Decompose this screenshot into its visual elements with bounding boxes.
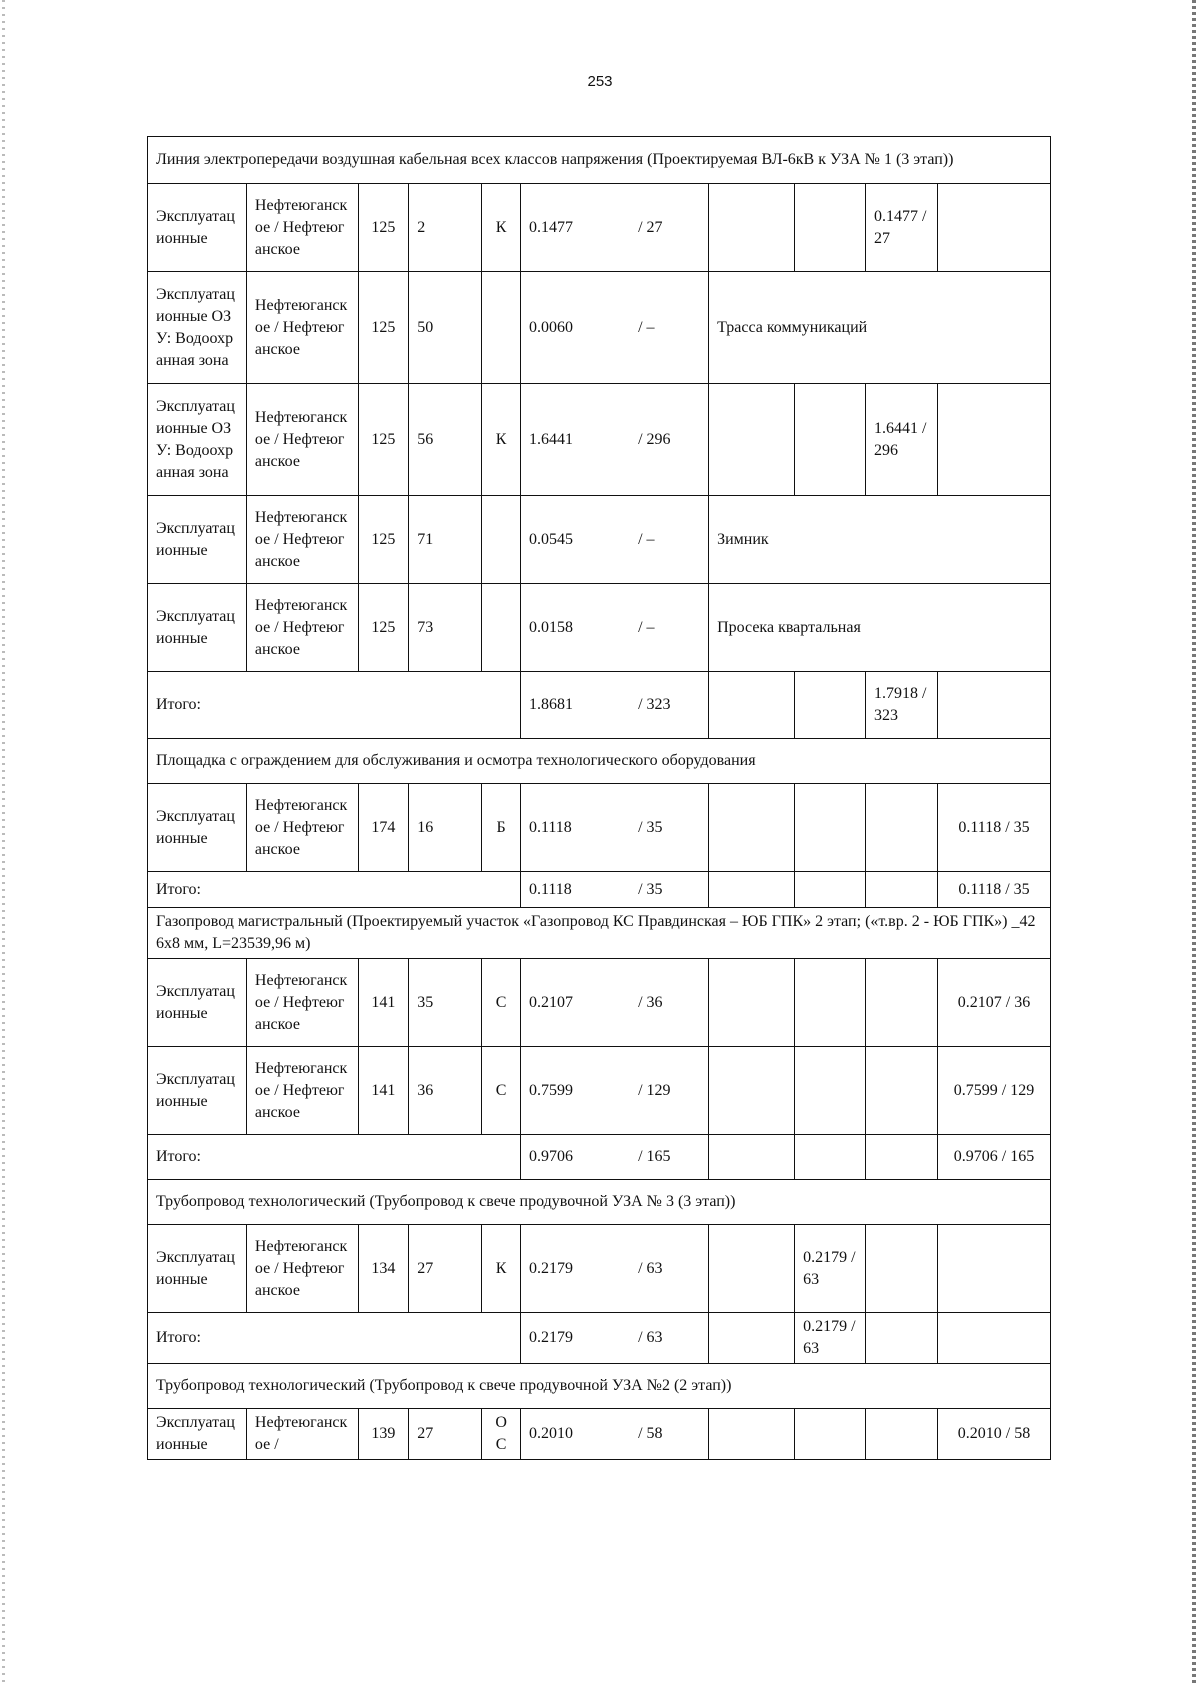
distribution-cell-1 <box>709 1225 795 1313</box>
total-row <box>148 1135 1051 1180</box>
distribution-cell-1 <box>709 384 795 496</box>
note-cell: Трасса коммуникаций <box>709 272 1051 384</box>
distribution-cell-4: 0.7599 / 129 <box>938 1047 1051 1135</box>
forest-type-cell: Эксплуатационные <box>148 1047 247 1135</box>
total-distribution-cell-4: 0.1118 / 35 <box>938 872 1051 908</box>
kvartal-cell: 174 <box>358 784 409 872</box>
total-distribution-cell-2 <box>795 872 866 908</box>
forest-type-cell: Эксплуатационные <box>148 959 247 1047</box>
distribution-cell-3 <box>866 959 938 1047</box>
kvartal-cell: 139 <box>358 1409 409 1460</box>
slash-separator: / <box>638 218 647 236</box>
section-title: Трубопровод технологический (Трубопровод к свече продувочной УЗА №2 (2 этап)) <box>148 1364 1051 1409</box>
district-cell: Нефтеюганское / Нефтеюганское <box>246 1047 358 1135</box>
kvartal-cell: 125 <box>358 496 409 584</box>
total-distribution-cell-1 <box>709 1313 795 1364</box>
area-value: 0.0060 <box>528 318 573 336</box>
vydel-cell: 36 <box>409 1047 482 1135</box>
slash-separator: / <box>638 530 647 548</box>
table-row <box>148 959 1051 1047</box>
forest-plots-table <box>147 136 1051 1460</box>
forest-type-cell: Эксплуатационные <box>148 584 247 672</box>
vydel-cell: 35 <box>409 959 482 1047</box>
note-cell: Просека квартальная <box>709 584 1051 672</box>
slash-separator: / <box>638 1425 647 1442</box>
category-cell <box>482 272 521 384</box>
section-header-row <box>148 908 1051 959</box>
distribution-cell-4: 0.1118 / 35 <box>938 784 1051 872</box>
category-cell: К <box>482 184 521 272</box>
total-distribution-cell-4 <box>938 672 1051 739</box>
area-volume-cell <box>520 584 708 672</box>
vydel-cell: 2 <box>409 184 482 272</box>
area-value: 0.2010 <box>528 1425 573 1442</box>
category-cell: С <box>482 1047 521 1135</box>
distribution-cell-4 <box>938 1225 1051 1313</box>
area-value: 0.2179 <box>528 1329 573 1346</box>
volume-value: 35 <box>646 818 663 836</box>
table-row <box>148 584 1051 672</box>
district-cell: Нефтеюганское / Нефтеюганское <box>246 584 358 672</box>
area-value: 0.2179 <box>528 1259 573 1277</box>
volume-value: 165 <box>646 1148 671 1165</box>
category-cell: ОС <box>482 1409 521 1460</box>
forest-type-cell: Эксплуатационные <box>148 496 247 584</box>
district-cell: Нефтеюганское / Нефтеюганское <box>246 959 358 1047</box>
area-volume-cell <box>520 384 708 496</box>
distribution-cell-1 <box>709 184 795 272</box>
slash-separator: / <box>638 818 647 836</box>
distribution-cell-1 <box>709 959 795 1047</box>
total-distribution-cell-2 <box>795 1135 866 1180</box>
distribution-cell-3: 0.1477 / 27 <box>866 184 938 272</box>
forest-type-cell: Эксплуатационные <box>148 1225 247 1313</box>
total-distribution-cell-1 <box>709 872 795 908</box>
total-distribution-cell-3: 1.7918 / 323 <box>866 672 938 739</box>
distribution-cell-4 <box>938 384 1051 496</box>
slash-separator: / <box>638 993 647 1011</box>
total-area-volume-cell <box>520 1313 708 1364</box>
section-header-row <box>148 739 1051 784</box>
kvartal-cell: 125 <box>358 384 409 496</box>
district-cell: Нефтеюганское / Нефтеюганское <box>246 384 358 496</box>
category-cell: К <box>482 384 521 496</box>
distribution-cell-1 <box>709 1047 795 1135</box>
area-value: 1.8681 <box>528 696 573 713</box>
area-volume-cell <box>520 1047 708 1135</box>
district-cell: Нефтеюганское / Нефтеюганское <box>246 784 358 872</box>
total-area-volume-cell <box>520 872 708 908</box>
total-label: Итого: <box>148 1313 521 1364</box>
distribution-cell-1 <box>709 1409 795 1460</box>
vydel-cell: 56 <box>409 384 482 496</box>
distribution-cell-2: 0.2179 / 63 <box>795 1225 866 1313</box>
distribution-cell-2 <box>795 384 866 496</box>
kvartal-cell: 125 <box>358 272 409 384</box>
volume-value: – <box>646 618 655 636</box>
note-cell: Зимник <box>709 496 1051 584</box>
distribution-cell-4 <box>938 184 1051 272</box>
slash-separator: / <box>638 1329 647 1346</box>
total-row <box>148 872 1051 908</box>
volume-value: 36 <box>646 993 663 1011</box>
area-value: 1.6441 <box>528 430 573 448</box>
volume-value: 296 <box>646 430 671 448</box>
volume-value: 129 <box>646 1081 671 1099</box>
distribution-cell-2 <box>795 959 866 1047</box>
volume-value: 63 <box>646 1259 663 1277</box>
scan-edge-left <box>2 0 5 1686</box>
section-header-row <box>148 1180 1051 1225</box>
table-row <box>148 384 1051 496</box>
vydel-cell: 27 <box>409 1225 482 1313</box>
distribution-cell-3 <box>866 784 938 872</box>
distribution-cell-3 <box>866 1047 938 1135</box>
distribution-cell-2 <box>795 1409 866 1460</box>
slash-separator: / <box>638 880 647 898</box>
slash-separator: / <box>638 618 647 636</box>
slash-separator: / <box>638 1259 647 1277</box>
scan-edge-right <box>1192 0 1196 1686</box>
volume-value: 58 <box>646 1425 663 1442</box>
volume-value: 35 <box>646 880 663 898</box>
category-cell: С <box>482 959 521 1047</box>
distribution-cell-2 <box>795 184 866 272</box>
category-cell <box>482 584 521 672</box>
kvartal-cell: 141 <box>358 1047 409 1135</box>
slash-separator: / <box>638 318 647 336</box>
distribution-cell-3 <box>866 1409 938 1460</box>
slash-separator: / <box>638 696 647 713</box>
total-row <box>148 1313 1051 1364</box>
total-label: Итого: <box>148 872 521 908</box>
area-value: 0.1118 <box>528 880 572 898</box>
area-volume-cell <box>520 1225 708 1313</box>
vydel-cell: 16 <box>409 784 482 872</box>
slash-separator: / <box>638 1148 647 1165</box>
category-cell <box>482 496 521 584</box>
area-volume-cell <box>520 784 708 872</box>
total-distribution-cell-2 <box>795 672 866 739</box>
kvartal-cell: 141 <box>358 959 409 1047</box>
section-header-row <box>148 1364 1051 1409</box>
area-value: 0.7599 <box>528 1081 573 1099</box>
district-cell: Нефтеюганское / Нефтеюганское <box>246 272 358 384</box>
kvartal-cell: 125 <box>358 584 409 672</box>
volume-value: – <box>646 318 655 336</box>
total-distribution-cell-4: 0.9706 / 165 <box>938 1135 1051 1180</box>
district-cell: Нефтеюганское / Нефтеюганское <box>246 1225 358 1313</box>
district-cell: Нефтеюганское / Нефтеюганское <box>246 496 358 584</box>
kvartal-cell: 134 <box>358 1225 409 1313</box>
total-area-volume-cell <box>520 1135 708 1180</box>
area-value: 0.1477 <box>528 218 573 236</box>
table-row <box>148 1409 1051 1460</box>
section-title: Газопровод магистральный (Проектируемый участок «Газопровод КС Правдинская – ЮБ ГПК» 2 этап; («т.вр. 2 - ЮБ ГПК») _426х8 мм, L=23539,96 м) <box>148 908 1051 959</box>
total-distribution-cell-3 <box>866 1135 938 1180</box>
area-volume-cell <box>520 496 708 584</box>
district-cell: Нефтеюганское / <box>246 1409 358 1460</box>
section-title: Линия электропередачи воздушная кабельная всех классов напряжения (Проектируемая ВЛ-6кВ к УЗА № 1 (3 этап)) <box>148 137 1051 184</box>
forest-type-cell: Эксплуатационные ОЗУ: Водоохранная зона <box>148 384 247 496</box>
volume-value: 27 <box>646 218 663 236</box>
total-distribution-cell-1 <box>709 1135 795 1180</box>
section-header-row <box>148 137 1051 184</box>
area-value: 0.9706 <box>528 1148 573 1165</box>
area-volume-cell <box>520 959 708 1047</box>
page-number: 253 <box>587 73 613 90</box>
vydel-cell: 27 <box>409 1409 482 1460</box>
volume-value: 323 <box>646 696 671 713</box>
total-distribution-cell-2: 0.2179 / 63 <box>795 1313 866 1364</box>
volume-value: 63 <box>646 1329 663 1346</box>
distribution-cell-2 <box>795 784 866 872</box>
total-row <box>148 672 1051 739</box>
total-distribution-cell-1 <box>709 672 795 739</box>
vydel-cell: 73 <box>409 584 482 672</box>
total-area-volume-cell <box>520 672 708 739</box>
table-row <box>148 496 1051 584</box>
forest-type-cell: Эксплуатационные <box>148 784 247 872</box>
table-row <box>148 184 1051 272</box>
area-volume-cell <box>520 272 708 384</box>
volume-value: – <box>646 530 655 548</box>
kvartal-cell: 125 <box>358 184 409 272</box>
area-volume-cell <box>520 1409 708 1460</box>
total-label: Итого: <box>148 1135 521 1180</box>
total-label: Итого: <box>148 672 521 739</box>
table-row <box>148 1047 1051 1135</box>
category-cell: К <box>482 1225 521 1313</box>
distribution-cell-3: 1.6441 / 296 <box>866 384 938 496</box>
distribution-cell-2 <box>795 1047 866 1135</box>
vydel-cell: 50 <box>409 272 482 384</box>
forest-type-cell: Эксплуатационные <box>148 184 247 272</box>
total-distribution-cell-4 <box>938 1313 1051 1364</box>
total-distribution-cell-3 <box>866 1313 938 1364</box>
section-title: Площадка с ограждением для обслуживания и осмотра технологического оборудования <box>148 739 1051 784</box>
distribution-cell-3 <box>866 1225 938 1313</box>
distribution-cell-4: 0.2107 / 36 <box>938 959 1051 1047</box>
table-row <box>148 784 1051 872</box>
distribution-cell-4: 0.2010 / 58 <box>938 1409 1051 1460</box>
area-value: 0.0545 <box>528 530 573 548</box>
section-title: Трубопровод технологический (Трубопровод к свече продувочной УЗА № 3 (3 этап)) <box>148 1180 1051 1225</box>
category-cell: Б <box>482 784 521 872</box>
forest-type-cell: Эксплуатационные <box>148 1409 247 1460</box>
table-row <box>148 272 1051 384</box>
area-value: 0.2107 <box>528 993 573 1011</box>
district-cell: Нефтеюганское / Нефтеюганское <box>246 184 358 272</box>
total-distribution-cell-3 <box>866 872 938 908</box>
area-value: 0.1118 <box>528 818 572 836</box>
slash-separator: / <box>638 430 647 448</box>
table-row <box>148 1225 1051 1313</box>
area-value: 0.0158 <box>528 618 573 636</box>
distribution-cell-1 <box>709 784 795 872</box>
vydel-cell: 71 <box>409 496 482 584</box>
slash-separator: / <box>638 1081 647 1099</box>
forest-type-cell: Эксплуатационные ОЗУ: Водоохранная зона <box>148 272 247 384</box>
area-volume-cell <box>520 184 708 272</box>
